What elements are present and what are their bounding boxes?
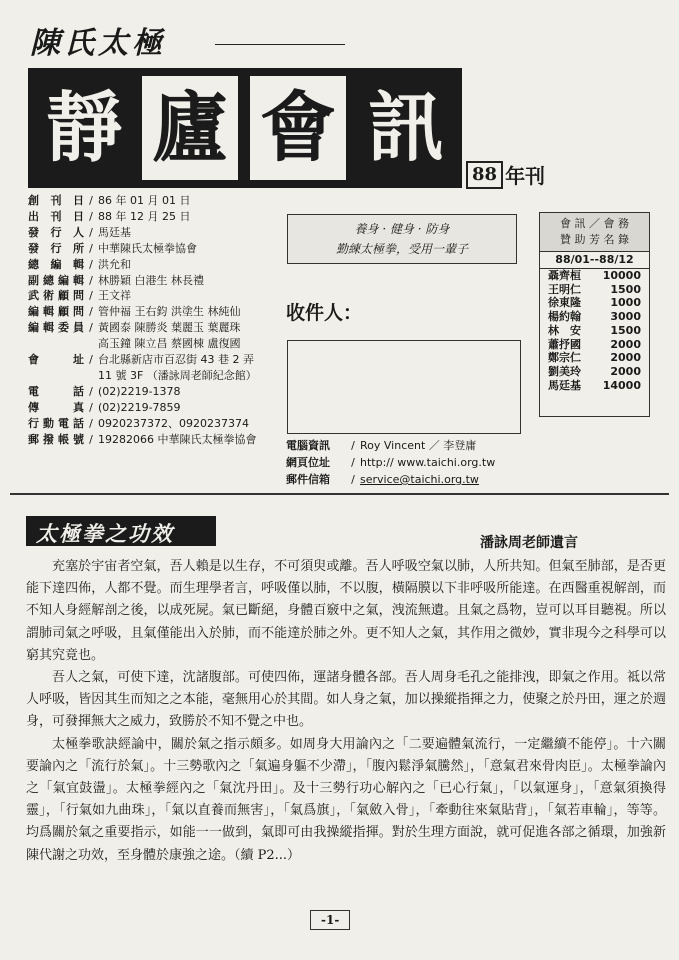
article-paragraph-3: 太極拳歌訣經論中，關於氣之指示頗多。如周身大用論內之「二要遍體氣流行，一定繼續不能停」。十六關要論內之「流行於氣」。十三勢歌內之「氣遍身軀不少滯」，「腹內鬆淨氣騰然」，「意氣君來骨肉臣」。太極拳論內之「氣宜鼓盪」。太極拳經內之「氣沈丹田」。及十三勢行功心解內之「已心行氣」，「以氣運身」，「意氣須換得靈」，「行氣如九曲珠」，「氣以直養而無害」，「氣爲旗」，「氣斂入骨」，「牽動往來氣貼背」，「氣若車輪」，等等。均爲關於氣之重要指示，如能一一做到，氣即可由我操縱指揮。對於生理方面說，就可促進各部之循環，加強新陳代謝之功效，至身體於康強之途。（續 P2...）: [26, 736, 666, 863]
info-value: (02)2219-1378: [98, 384, 181, 398]
info-row: [28, 432, 257, 448]
sponsor-name: 楊約翰: [548, 310, 581, 324]
article-body: [26, 556, 666, 867]
sponsor-date-range: 88/01--88/12: [540, 251, 649, 269]
info-value: 黃國泰 陳勝炎 葉麗玉 葉麗珠: [98, 321, 241, 335]
article-byline: 潘詠周老師遺言: [480, 535, 578, 551]
email-link[interactable]: service@taichi.org.tw: [360, 473, 479, 486]
sponsor-heading-line-2: 贊 助 芳 名 錄: [560, 233, 629, 246]
info-row: [28, 209, 257, 225]
sponsor-name: 聶齊桓: [548, 269, 581, 282]
section-divider: [10, 493, 669, 495]
contact-value: Roy Vincent ／ 李登庸: [360, 439, 477, 452]
sponsor-row: [540, 365, 649, 379]
separator: /: [351, 473, 355, 486]
contact-label: 郵件信箱: [286, 473, 330, 486]
info-value: 林勝穎 白港生 林長禮: [98, 273, 204, 287]
banner-char-3: 會: [250, 76, 346, 180]
sponsor-row: [540, 338, 649, 352]
separator: /: [89, 273, 93, 287]
info-row: [28, 400, 257, 416]
info-label: 電話: [28, 384, 84, 398]
sponsor-name: 林 安: [548, 323, 581, 337]
info-row: [28, 288, 257, 304]
separator: /: [351, 439, 355, 452]
info-label: [28, 336, 84, 352]
info-label: [28, 368, 84, 384]
info-value: (02)2219-7859: [98, 400, 181, 414]
info-value: 0920237372、0920237374: [98, 416, 249, 430]
info-row: [28, 336, 257, 352]
info-value: 洪允和: [98, 257, 131, 271]
separator: /: [89, 353, 93, 367]
issue-number: 88: [466, 161, 503, 189]
contact-label: 電腦資訊: [286, 439, 330, 452]
info-value: 台北縣新店市百忍街 43 巷 2 弄: [98, 353, 254, 367]
separator: [84, 368, 98, 384]
info-row: [28, 273, 257, 289]
info-label: 編輯顧問: [28, 305, 84, 319]
info-label: 傳真: [28, 400, 84, 414]
motto-box: [287, 214, 517, 264]
separator: /: [351, 456, 355, 469]
info-label: 郵撥帳號: [28, 432, 84, 446]
info-value: 管仲福 王右鈞 洪塗生 林純仙: [98, 305, 241, 319]
sponsor-amount: 3000: [610, 310, 641, 324]
info-row: [28, 304, 257, 320]
separator: /: [89, 257, 93, 271]
sponsor-row: [540, 296, 649, 310]
website-link[interactable]: http:// www.taichi.org.tw: [360, 456, 496, 469]
newsletter-banner: [28, 68, 462, 188]
sponsor-heading: [540, 213, 649, 251]
contact-row-computer: [286, 437, 495, 454]
sponsor-name: 馬廷基: [548, 378, 581, 392]
info-value: 馬廷基: [98, 225, 131, 239]
sponsor-row: [540, 283, 649, 297]
info-row: [28, 368, 257, 384]
info-row: [28, 225, 257, 241]
masthead-info: [28, 193, 257, 448]
sponsor-list: [539, 212, 650, 417]
motto-line-1: 養身 · 健身 · 防身: [354, 222, 450, 236]
info-row: [28, 241, 257, 257]
article-paragraph-2: 吾人之氣，可使下達，沈諸腹部。可使四佈，運諸身體各部。吾人周身毛孔之能排洩，即氣之作用。祗以常人呼吸，皆因其生而知之之本能，毫無用心於其間。如人身之氣，加以操縱指揮之力，使聚之於丹田，運之於週身，可發揮無大之威力，致勝於不知不覺之中也。: [26, 670, 666, 730]
info-label: 總編輯: [28, 257, 84, 271]
sponsor-row: [540, 269, 649, 283]
sponsor-amount: 2000: [610, 364, 641, 378]
issue-suffix: 年刊: [505, 164, 546, 188]
sponsor-amount: 1500: [610, 323, 641, 337]
info-value: 高玉鐘 陳立昌 蔡國棟 盧復國: [98, 337, 241, 351]
sponsor-amount: 10000: [602, 269, 641, 282]
info-value: 88 年 12 月 25 日: [98, 209, 191, 223]
info-label: 創刊日: [28, 194, 84, 207]
issue-label: [466, 160, 545, 189]
info-label: 出刊日: [28, 209, 84, 223]
sponsor-row: [540, 324, 649, 338]
sponsor-row: [540, 379, 649, 393]
contact-row-website: [286, 454, 495, 471]
info-value: 19282066 中華陳氏太極拳協會: [98, 432, 257, 446]
info-label: 行動電話: [28, 416, 84, 430]
address-box: [287, 340, 521, 434]
sponsor-rows: [540, 269, 649, 392]
info-value: 中華陳氏太極拳協會: [98, 241, 197, 255]
info-row: [28, 352, 257, 368]
separator: /: [89, 305, 93, 319]
banner-char-2: 廬: [142, 76, 238, 180]
motto-line-2: 勤練太極拳，受用一輩子: [335, 242, 468, 256]
info-row: [28, 416, 257, 432]
info-row: [28, 320, 257, 336]
sponsor-row: [540, 310, 649, 324]
sponsor-row: [540, 351, 649, 365]
brand-title: 陳氏太極: [30, 26, 166, 61]
article-paragraph-1: 充塞於宇宙者空氣，吾人賴是以生存，不可須臾或離。吾人呼吸空氣以肺，人所共知。但氣至肺部，是否更能下達四佈，人都不覺。而生理學者言，呼吸僅以肺，不以腹，橫隔膜以下非呼吸所能達。在西醫重視解剖，而不知人身經解剖之後，以成死屍。氣已斷絕，身體百竅中之氣，洩流無遺。且氣之爲物，豈可以耳目聽視。所以謂肺司氣之呼吸，且氣僅能出入於肺，而不能達於肺之外。更不知人之氣，其作用之微妙，實非現今之科學可以窮其究竟也。: [26, 559, 666, 663]
info-row: [28, 257, 257, 273]
contact-label: 網頁位址: [286, 456, 330, 469]
separator: /: [89, 289, 93, 303]
banner-char-4: 訊: [368, 83, 444, 172]
info-value: 11 號 3F （潘詠周老師紀念館）: [98, 368, 257, 382]
sponsor-heading-line-1: 會 訊 ／ 會 務: [560, 217, 629, 230]
sponsor-amount: 1000: [610, 296, 641, 310]
sponsor-amount: 2000: [610, 337, 641, 351]
separator: /: [89, 209, 93, 223]
info-row: [28, 193, 257, 209]
separator: [84, 336, 98, 352]
info-value: 王文祥: [98, 289, 131, 303]
info-label: 武術顧問: [28, 289, 84, 303]
contact-info: [286, 437, 495, 488]
info-label: 發行所: [28, 241, 84, 255]
separator: /: [89, 432, 93, 446]
sponsor-name: 徐東隆: [548, 296, 581, 310]
separator: /: [89, 321, 93, 335]
info-value: 86 年 01 月 01 日: [98, 194, 191, 207]
separator: /: [89, 194, 93, 207]
sponsor-amount: 2000: [610, 351, 641, 365]
info-label: 發行人: [28, 225, 84, 239]
info-label: 會址: [28, 353, 84, 367]
info-label: 副總編輯: [28, 273, 84, 287]
sponsor-amount: 14000: [602, 378, 641, 392]
page-number: -1-: [310, 910, 350, 930]
sponsor-amount: 1500: [610, 282, 641, 296]
separator: /: [89, 225, 93, 239]
separator: /: [89, 416, 93, 430]
info-row: [28, 384, 257, 400]
info-label: 編輯委員: [28, 321, 84, 335]
contact-row-email: [286, 471, 495, 488]
sponsor-name: 蕭抒國: [548, 337, 581, 351]
brand-rule: [215, 44, 345, 45]
recipient-label: 收件人：: [286, 302, 363, 324]
separator: /: [89, 400, 93, 414]
separator: /: [89, 384, 93, 398]
separator: /: [89, 241, 93, 255]
banner-char-1: 靜: [46, 83, 122, 172]
article-title: 太極拳之功效: [36, 521, 174, 546]
sponsor-name: 劉美玲: [548, 364, 581, 378]
sponsor-name: 鄭宗仁: [548, 351, 581, 365]
sponsor-name: 王明仁: [548, 282, 581, 296]
